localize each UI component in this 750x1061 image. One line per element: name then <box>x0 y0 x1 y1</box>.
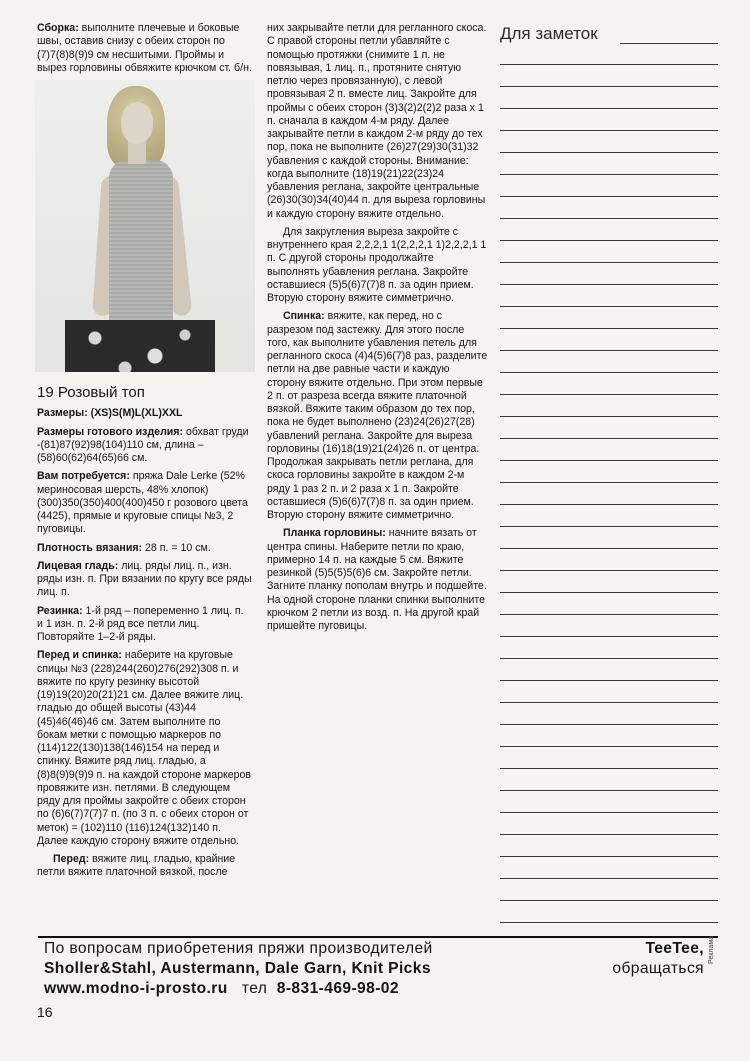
rib-paragraph <box>37 605 252 645</box>
back-paragraph <box>267 310 489 522</box>
placket-paragraph <box>267 527 489 633</box>
note-line <box>500 108 718 109</box>
front-text: вяжите лиц. гладью, крайние петли вяжите платочной вязкой, после <box>37 853 236 879</box>
note-line <box>500 922 718 923</box>
neckline-paragraph: Для закругления выреза закройте с внутреннего края 2,2,2,1 1(2,2,2,1 1)2,2,2,1 1 п. С другой стороны продолжайте выполнять убавления реглана. Закройте оставшиеся (5)5(6)7(7)8 п. за один прием. Вторую сторону вяжите симметрично. <box>267 225 487 304</box>
front-back-text: наберите на круговые спицы №3 (228)244(260)276(292)308 п. и вяжите по кругу резинку высотой (19)19(20)20(21)21 см. Далее вяжите лиц. гладью до общей высоты (43)44 (45)46(46)46 см. Затем выполните по бокам метки с помощью маркеров по (114)122(130)138(146)154 на перед и спинку. Вяжите ряд лиц. гладью, а (8)8(9)9(9)9 п. на каждой стороне маркеров провяжите изн. петлями. В следующем ряду для проймы закройте с обеих сторон по (6)6(7)7(7)7 п. (по 3 п. с обеих сторон от меток) = (102)110 (116)124(132)140 п. Далее каждую сторону вяжите отдельно. <box>37 649 252 847</box>
note-line <box>500 86 718 87</box>
note-line <box>500 460 718 461</box>
rib-label: Резинка: <box>37 604 83 617</box>
notes-title: Для заметок <box>500 24 598 43</box>
note-line <box>500 526 718 527</box>
note-line <box>500 570 718 571</box>
stockinette-paragraph <box>37 560 252 600</box>
note-line <box>500 482 718 483</box>
note-line <box>500 636 718 637</box>
ad-brand-teetee: TeeTee, <box>645 940 704 957</box>
gauge-paragraph <box>37 542 252 555</box>
back-label: Спинка: <box>283 310 325 323</box>
note-line <box>500 878 718 879</box>
note-line <box>500 130 718 131</box>
ad-line-3 <box>44 979 704 999</box>
note-line <box>500 746 718 747</box>
ad-tel-label: тел <box>241 980 268 997</box>
front-paragraph <box>37 853 252 880</box>
materials-paragraph <box>37 470 252 536</box>
ad-line-1 <box>44 939 704 959</box>
note-line <box>500 350 718 351</box>
note-line <box>500 262 718 263</box>
front-back-paragraph <box>37 649 252 848</box>
finished-size-label: Размеры готового изделия: <box>37 425 184 438</box>
note-line <box>500 328 718 329</box>
note-line <box>500 548 718 549</box>
note-line <box>500 372 718 373</box>
ad-line-2-text: обращаться <box>612 960 704 977</box>
assembly-label: Сборка: <box>37 22 79 34</box>
finished-size-paragraph <box>37 426 252 466</box>
sizes-paragraph <box>37 407 252 420</box>
note-line <box>500 724 718 725</box>
page-number: 16 <box>37 1004 53 1020</box>
front-back-label: Перед и спинка: <box>37 649 122 662</box>
note-line <box>500 174 718 175</box>
note-line <box>500 856 718 857</box>
note-line <box>500 218 718 219</box>
placket-label: Планка горловины: <box>283 527 386 540</box>
note-line <box>500 284 718 285</box>
note-line <box>500 152 718 153</box>
materials-text: пряжа Dale Lerke (52% мериносовая шерсть, 48% хлопок) (300)350(350)400(400)450 г розового цвета (4425), прямые и круговые спицы №3, 2 пуговицы. <box>37 470 248 536</box>
model-photo <box>35 80 255 372</box>
rib-text: 1-й ряд – попеременно 1 лиц. п. и 1 изн. п. 2-й ряд все петли лиц. Повторяйте 1–2-й ряды. <box>37 604 244 643</box>
note-line <box>500 768 718 769</box>
materials-label: Вам потребуется: <box>37 470 130 483</box>
note-line <box>500 812 718 813</box>
note-line <box>500 658 718 659</box>
left-column <box>37 22 252 885</box>
note-line <box>500 702 718 703</box>
note-line <box>500 900 718 901</box>
ad-website[interactable]: www.modno-i-prosto.ru <box>44 980 228 997</box>
front-label: Перед: <box>53 853 90 865</box>
ad-brands: Sholler&Stahl, Austermann, Dale Garn, Knit Picks <box>44 960 431 977</box>
sizes-label: Размеры: <box>37 407 88 420</box>
gauge-text: 28 п. = 10 см. <box>142 541 211 554</box>
finished-size-text: обхват груди -(81)87(92)98(104)110 см, длина – (58)60(62)64(65)66 см. <box>37 425 249 464</box>
note-line <box>500 790 718 791</box>
placket-text: начните вязать от центра спины. Наберите петли по краю, примерно 14 п. на каждые 5 см. Вяжите резинкой (5)5(5)5(6)6 см. Закройте петли. Загните планку пополам внутрь и подшейте. На одной стороне планки спинки выполните крючком 2 петли из возд. п. На другой край пришейте пуговицы. <box>267 527 487 632</box>
note-line <box>500 394 718 395</box>
note-line <box>500 240 718 241</box>
note-line <box>500 614 718 615</box>
assembly-text: выполните плечевые и боковые швы, оставив снизу с обеих сторон по (7)7(8)8(9)9 см несшитыми. Проймы и вырез горловины обвяжите крючком ст. б/н. <box>37 22 252 74</box>
raglan-paragraph: них закрывайте петли для регланного скоса. С правой стороны петли убавляйте с помощью протяжки (снимите 1 п. не повязывая, 1 лиц. п., протяните снятую петлю через провязанную), с левой провязывая 2 п. вместе лиц. Закройте для проймы с обеих сторон (3)3(2)2(2)2 раза x 1 п. сначала в каждом 4-м ряду. Далее закрывайте петли в каждом 2-м ряду до тех пор, пока не выполните (26)27(29)30(31)32 убавления с каждой стороны. Внимание: когда выполните (18)19(21)22(23)24 убавления реглана, закройте центральные (26)30(30)34(40)44 п. для выреза горловины и каждую сторону вяжите отдельно. <box>267 22 487 220</box>
ad-top-rule <box>38 936 718 938</box>
yarn-ad <box>44 939 704 999</box>
ad-line-1-text: По вопросам приобретения пряжи производителей <box>44 940 433 957</box>
note-line <box>500 438 718 439</box>
note-line <box>500 64 718 65</box>
note-line <box>500 834 718 835</box>
note-line <box>500 504 718 505</box>
ad-phone: 8-831-469-98-02 <box>276 980 399 997</box>
sizes-text: (XS)S(M)L(XL)XXL <box>87 407 183 420</box>
note-line <box>620 43 718 44</box>
ad-tag: Реклама <box>708 935 715 964</box>
assembly-paragraph <box>37 22 252 75</box>
middle-column <box>267 22 489 638</box>
back-text: вяжите, как перед, но с разрезом под застежку. Для этого после того, как выполните убавления петель для регланного скоса (4)4(5)6(7)8 раз, разделите петли на две равные части и каждую сторону вяжите отдельно. При этом первые 2 п. от разреза всегда вяжите платочной вязкой. Вяжите таким образом до тех пор, пока не будет выполнено (23)24(26)27(28) убавлений реглана. Закройте для выреза горловины (16)18(19)21(24)26 п. от центра. Продолжая закрывать петли реглана, для скоса горловины закройте в каждом 2-м ряду 1 раз 2 п. и 2 раза x 1 п. Закройте оставшиеся (5)6(6)7(7)8 п. за один прием. Вторую сторону вяжите симметрично. <box>267 310 488 521</box>
stockinette-text: лиц. ряды лиц. п., изн. ряды изн. п. При вязании по кругу все ряды лиц. п. <box>37 559 252 599</box>
note-line <box>500 196 718 197</box>
pattern-title: 19 Розовый топ <box>37 384 145 401</box>
gauge-label: Плотность вязания: <box>37 541 143 554</box>
stockinette-label: Лицевая гладь: <box>37 559 119 572</box>
note-line <box>500 592 718 593</box>
ad-line-2 <box>44 959 704 979</box>
note-line <box>500 416 718 417</box>
note-line <box>500 306 718 307</box>
note-line <box>500 680 718 681</box>
